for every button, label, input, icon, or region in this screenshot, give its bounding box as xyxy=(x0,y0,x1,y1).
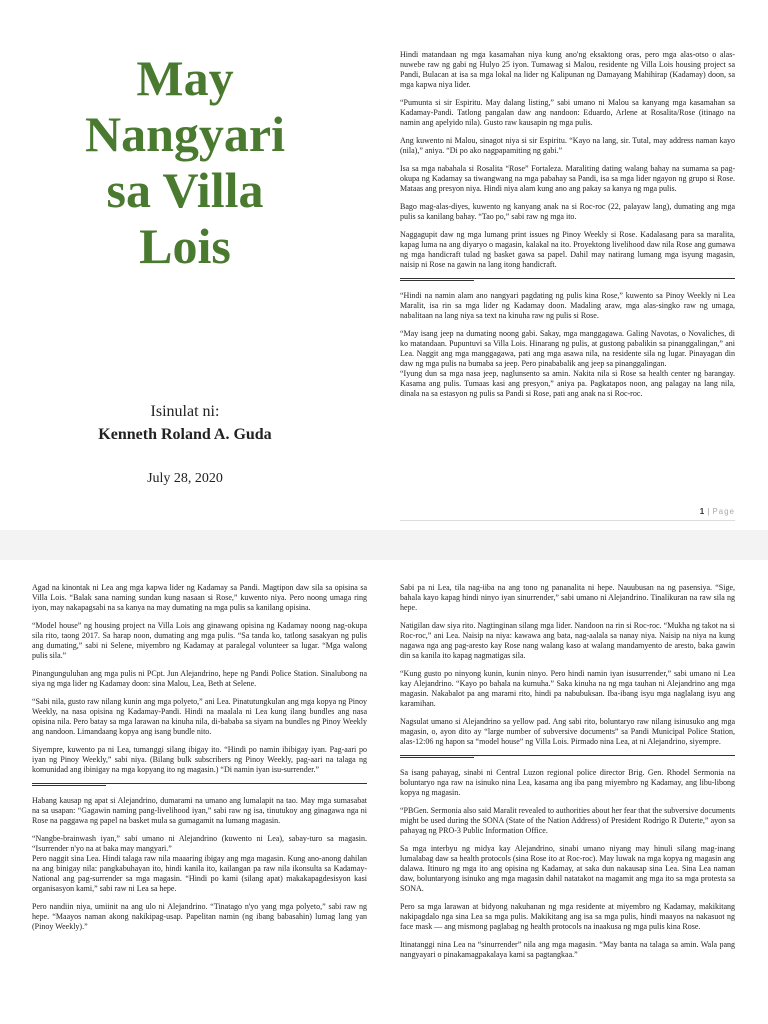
body-paragraph: “PBGen. Sermonia also said Maralit revealed to authorities about her fear that the subversive documents might be used during the SONA (State of the Nation Address) of President Rodrigo R Duterte,” ayon sa pahayag ng PRO-3 Public Information Office. xyxy=(400,806,735,835)
body-paragraph: Hindi matandaan ng mga kasamahan niya kung ano'ng eksaktong oras, pero mga alas-otso o alas-nuwebe raw ng gabi ng Hulyo 25 iyon. Tumawag si Malou, residente ng Villa Lois housing project sa Pandi, Bulacan at isa sa mga lokal na lider ng Kalipunan ng Damayang Mahihirap (Kadamay) doon, sa mga kapwa niya lider. xyxy=(400,50,735,89)
section-divider xyxy=(32,783,367,784)
body-paragraph: Isa sa mga nabahala si Rosalita “Rose” Fortaleza. Maraliting dating walang bahay na sumama sa pag-okupa ng Kadamay sa tiwangwang na mga pabahay sa Pandi, isa sa mga lider ngayon ng grupo si Rose. Mataas ang presyon niya. Hindi niya alam kung ano ang pakay sa kanya ng mga pulis. xyxy=(400,164,735,193)
body-paragraph: Habang kausap ng apat si Alejandrino, dumarami na umano ang lumalapit na tao. May mga sumasabat na sa usapan: “Gagawin naming pang-livelihood iyan,” sabi raw ng isa, tinutukoy ang ginagawa nga ni Rose na paggawa ng papel na basket mula sa gumagamit na lumang magasin. xyxy=(32,796,367,825)
body-paragraph: “Model house” ng housing project na Villa Lois ang ginawang opisina ng Kadamay noong nag-okupa sila rito, taong 2017. Sa harap noon, dumating ang mga pulis. “Sa tanda ko, tatlong sasakyan ng pulis ang dumating,” sabi ni Selene, miyembro ng Kadamay at paralegal volunteer sa lugar. “Mga walong pulis sila.” xyxy=(32,621,367,660)
section-divider-short xyxy=(400,280,474,281)
body-paragraph: Naggagupit daw ng mga lumang print issues ng Pinoy Weekly si Rose. Kadalasang para sa maralita, kapag luma na ang diyaryo o magasin, kalakal na ito. Proyektong livelihood daw nila Rose ang gumawa ng mga handicraft tulad ng basket gawa sa papel. Dahil may natirang lumang mga isyung magasin, naisip ni Rose na gawin na lang itong handicraft. xyxy=(400,230,735,269)
body-paragraph: “Kung gusto po ninyong kunin, kunin ninyo. Pero hindi namin iyan isusurrender,” sabi umano ni Lea kay Alejandrino. “Kayo po bahala na kumuha.” Saka kinuha na ng mga tauhan ni Alejandrino ang mga magasin. Nakabalot pa ang marami rito, hindi pa nabubuksan. Iba-ibang isyu mga naglalang isyu ang karamihan. xyxy=(400,669,735,708)
page-gap xyxy=(0,530,768,560)
footer-separator: | xyxy=(707,507,710,516)
page-footer xyxy=(520,507,735,516)
body-paragraph: Itinatanggi nina Lea na “sinurrender” nila ang mga magasin. “May banta na talaga sa amin. Wala pang nangyayari o pinakamagpakalaya kami sa pagtangkaa.” xyxy=(400,940,735,959)
section-divider xyxy=(400,278,735,279)
body-paragraph: “Sabi nila, gusto raw nilang kunin ang mga polyeto,” ani Lea. Pinatutungkulan ang mga kopya ng Pinoy Weekly, na nasa opisina ng Kadamay-Pandi. Hindi na maalala ni Lea kung ilang bundles ang nasa opisina nila. Pero batay sa mga larawan na kinuha nila, di-bababa sa siyam na bundles ng Pinoy Weekly ang nandoon. Limandaang kopya ang isang bundle nito. xyxy=(32,697,367,736)
page2-left-column xyxy=(32,583,367,940)
title-line: May xyxy=(136,50,234,106)
page2-right-column xyxy=(400,583,735,968)
section-divider-short xyxy=(32,785,106,786)
section-divider xyxy=(400,755,735,756)
body-paragraph: Bago mag-alas-diyes, kuwento ng kanyang anak na si Roc-roc (22, palayaw lang), dumating ang mga pulis sa kanilang bahay. “Tao po,” sabi raw ng mga ito. xyxy=(400,202,735,221)
page1-right-column xyxy=(400,50,735,407)
page-number: 1 xyxy=(699,507,705,516)
body-paragraph: Agad na kinontak ni Lea ang mga kapwa lider ng Kadamay sa Pandi. Magtipon daw sila sa opisina sa Villa Lois. “Balak sana naming sundan kung nasaan si Rose,” kuwento niya. Pero noong umaga ring iyon, may nakapagsabi na sa kanya na may dumating na mga pulis sa kanilang opisina. xyxy=(32,583,367,612)
body-paragraph: Natigilan daw siya rito. Nagtinginan silang mga lider. Nandoon na rin si Roc-roc. “Mukha ng takot na si Roc-roc,” ani Lea. Naisip na niya: kawawa ang bata, nag-aalala sa nanay niya. Naisip na niya na kung nagawa nga ang pag-aresto kay Rose nang walang kaso at walang mandamyento de aresto, baka gawin din sa kanila ito kapag nagmatigas sila. xyxy=(400,621,735,660)
title-line: sa Villa xyxy=(106,162,264,218)
document-title xyxy=(30,50,340,274)
author-name: Kenneth Roland A. Guda xyxy=(98,426,272,443)
body-paragraph: Sa isang pahayag, sinabi ni Central Luzon regional police director Brig. Gen. Rhodel Sermonia na boluntaryo nga raw na isinuko nina Lea, kasama ang iba pang miyembro ng Kadamay, ang libu-libong kopya ng magasin. xyxy=(400,768,735,797)
body-paragraph: Siyempre, kuwento pa ni Lea, tumanggi silang ibigay ito. “Hindi po namin ibibigay iyan. Pag-aari po iyan ng Pinoy Weekly,” sabi niya. (Bilang bulk subscribers ng Pinoy Weekly, pag-aari na talaga ng komunidad ang ibinigay na mga kopyang ito ng magasin.) “Di namin iyan isu-surrender.” xyxy=(32,745,367,774)
body-paragraph: Pero nandiin niya, umiinit na ang ulo ni Alejandrino. “Tinatago n'yo yang mga polyeto,” sabi raw ng hepe. “Maayos naman akong nakikipag-usap. Papelitan namin (ng ibang babasahin) lumag lang yan (Pinoy Weekly).” xyxy=(32,902,367,931)
section-divider-short xyxy=(400,757,474,758)
body-paragraph: “Pumunta si sir Espiritu. May dalang listing,” sabi umano ni Malou sa kanyang mga kasamahan sa Kadamay-Pandi. Tatlong pangalan daw ang nandoon: Eduardo, Arlene at Rosalita/Rose (itinago na namin ang apelyido nila). Gusto raw kausapin ng mga pulis. xyxy=(400,98,735,127)
publish-date: July 28, 2020 xyxy=(147,471,223,486)
body-paragraph: Sa mga interbyu ng midya kay Alejandrino, sinabi umano niyang may hinuli silang mag-inang lumalabag daw sa health protocols (sina Rose ito at Roc-roc). May luwak na mga kopya ng magasin ang dalawa. Itinuro ng mga ito ang opisina ng Kadamay, at saka dun nakausap sina Lea. Sina Lea naman daw, boluntaryong isinuko ang mga magasin dahil natatakot na magamit ang mga ito sa mga protesta sa SONA. xyxy=(400,844,735,893)
body-paragraph: Pero sa mga larawan at bidyong nakuhanan ng mga residente at miyembro ng Kadamay, makikitang nakipagdalo nga sina Lea sa mga pulis. Makikitang ang isa sa mga pulis, hindi maayos na nakasuot ng face mask — ang mismong paglabag ng health protocols na inaakusa ng mga pulis kina Rose. xyxy=(400,902,735,931)
body-paragraph: “Hindi na namin alam ano nangyari pagdating ng pulis kina Rose,” kuwento sa Pinoy Weekly ni Lea Maralit, isa rin sa mga lider ng Kadamay doon. Madaling araw, mga alas-singko raw ng umaga, nabalitaan na lang niya sa text na kinuha raw ng pulis si Rose. xyxy=(400,291,735,320)
byline-label: Isinulat ni: xyxy=(150,403,220,420)
body-paragraph: Ang kuwento ni Malou, sinagot niya si sir Espiritu. “Kayo na lang, sir. Tutal, may address naman kayo (nila),” aniya. “Di po ako nagpapamiting ng gabi.” xyxy=(400,136,735,155)
footer-divider xyxy=(400,520,735,521)
title-line: Nangyari xyxy=(85,106,285,162)
body-paragraph: Pinangunguluhan ang mga pulis ni PCpt. Jun Alejandrino, hepe ng Pandi Police Station. Sinalubong na siya ng mga lider ng Kadamay doon: sina Malou, Lea, Beth at Selene. xyxy=(32,669,367,688)
body-paragraph: “Nangbe-brainwash iyan,” sabi umano ni Alejandrino (kuwento ni Lea), sabay-turo sa magasin. “Isurrender n'yo na at baka may mangyari.” Pero naggit sina Lea. Hindi talaga raw nila maaaring ibigay ang mga magasin. Kung ano-anong dahilan na ang binigay nila: pangkabuhayan ito, hindi kanila ito, kailangan pa raw nila ikonsulta sa Kadamay-National ang pag-surrender sa mga magasin. “Hindi po kami (silang apat) makakapagdesisyon kasi organisasyon kami,” sabi raw ni Lea sa hepe. xyxy=(32,834,367,893)
body-paragraph: Sabi pa ni Lea, tila nag-iiba na ang tono ng pananalita ni hepe. Nauubusan na ng pasensiya. “Sige, bahala kayo kapag hindi ninyo iyan sinurrender,” sabi umano ni Alejandrino. Tinalikuran na raw sila ng hepe. xyxy=(400,583,735,612)
body-paragraph: “May isang jeep na dumating noong gabi. Sakay, mga manggagawa. Galing Navotas, o Novaliches, di ko matandaan. Pupuntuvi sa Villa Lois. Hinarang ng pulis, at gustong pabalikin sa pinanggalingan,” ani Lea. Naggit ang mga manggagawa, pati ang mga asawa nila, na residente sila ng lugar. Pinayagan din daw ng mga pulis na bumaba sa jeep. Pero pinababalik ang jeep sa pinanggalingan. “Iyung dun sa mga nasa jeep, naglunsento sa amin. Nakita nila si Rose sa health center ng barangay. Kasama ang pulis. Tumaas kasi ang presyon,” aniya pa. Pagkatapos noon, ang palagay na lang nila, dinala na sa estasyon ng pulis sa Pandi si Rose, pati ang anak na si Roc-roc. xyxy=(400,329,735,398)
page-word: Page xyxy=(712,507,735,516)
body-paragraph: Nagsulat umano si Alejandrino sa yellow pad. Ang sabi rito, boluntaryo raw nilang isinusuko ang mga magasin, o, ayon dito ay “large number of subversive documents” sa Pandi Municipal Police Station, alas-12:06 ng hapon sa “model house” ng Villa Lois. Pirmado nina Lea, at ni Alejandrino, siyempre. xyxy=(400,717,735,746)
title-line: Lois xyxy=(139,218,231,274)
